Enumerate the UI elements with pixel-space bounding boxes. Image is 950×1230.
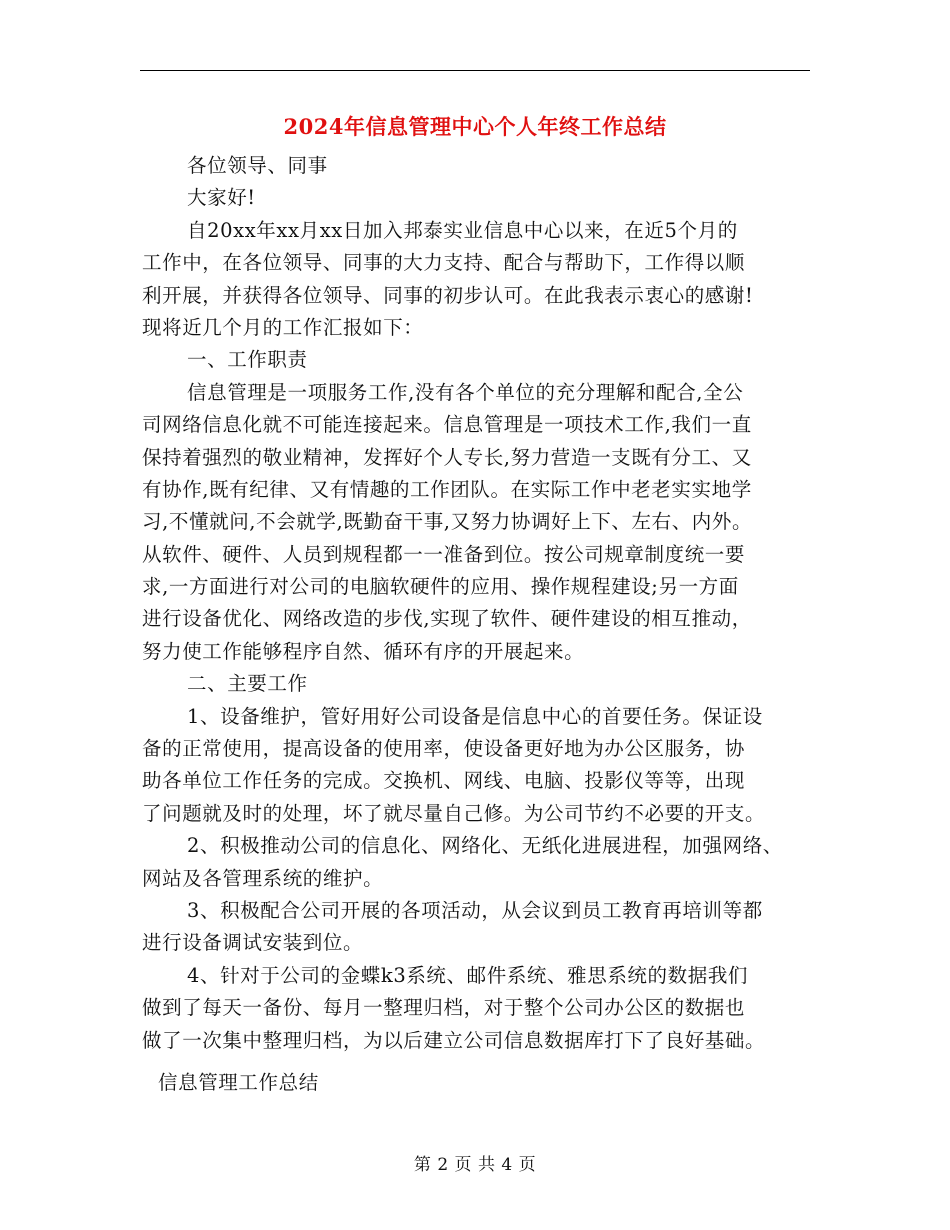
text-line: 求,一方面进行对公司的电脑软硬件的应用、操作规程建设;另一方面 bbox=[142, 575, 739, 599]
text-line: 利开展，并获得各位领导、同事的初步认可。在此我表示衷心的感谢! bbox=[142, 283, 754, 307]
text-line: 4、针对于公司的金蝶k3系统、邮件系统、雅思系统的数据我们 bbox=[187, 963, 749, 987]
text-line: 做到了每天一备份、每月一整理归档，对于整个公司办公区的数据也 bbox=[142, 996, 746, 1020]
text-line: 信息管理是一项服务工作,没有各个单位的充分理解和配合,全公 bbox=[187, 380, 744, 404]
text-line: 做了一次集中整理归档，为以后建立公司信息数据库打下了良好基础。 bbox=[142, 1028, 766, 1052]
text-line: 工作中，在各位领导、同事的大力支持、配合与帮助下，工作得以顺 bbox=[142, 251, 746, 275]
text-line: 2、积极推动公司的信息化、网络化、无纸化进展进程，加强网络、 bbox=[187, 834, 783, 858]
document-title: 2024年信息管理中心个人年终工作总结 bbox=[283, 114, 667, 139]
text-line: 进行设备优化、网络改造的步伐,实现了软件、硬件建设的相互推动， bbox=[142, 607, 752, 631]
text-line: 有协作,既有纪律、又有情趣的工作团队。在实际工作中老老实实地学 bbox=[142, 477, 752, 501]
text-line: 现将近几个月的工作汇报如下： bbox=[142, 315, 424, 339]
text-line: 进行设备调试安装到位。 bbox=[142, 931, 364, 955]
text-line: 1、设备维护，管好用好公司设备是信息中心的首要任务。保证设 bbox=[187, 704, 763, 728]
text-line: 3、积极配合公司开展的各项活动，从会议到员工教育再培训等都 bbox=[187, 898, 763, 922]
header-rule bbox=[140, 70, 810, 71]
text-line: 二、主要工作 bbox=[187, 672, 308, 696]
section-caption: 信息管理工作总结 bbox=[158, 1071, 319, 1094]
text-line: 从软件、硬件、人员到规程都一一准备到位。按公司规章制度统一要 bbox=[142, 542, 746, 566]
text-line: 了问题就及时的处理，坏了就尽量自己修。为公司节约不必要的开支。 bbox=[142, 801, 766, 825]
text-line: 习,不懂就问,不会就学,既勤奋干事,又努力协调好上下、左右、内外。 bbox=[142, 510, 753, 534]
text-line: 一、工作职责 bbox=[187, 348, 308, 372]
page-footer: 第 2 页 共 4 页 bbox=[413, 1155, 537, 1175]
document-body bbox=[142, 150, 810, 1057]
text-line: 自20xx年xx月xx日加入邦泰实业信息中心以来，在近5个月的 bbox=[187, 218, 738, 242]
text-line: 保持着强烈的敬业精神，发挥好个人专长,努力营造一支既有分工、又 bbox=[142, 445, 752, 469]
text-line: 司网络信息化就不可能连接起来。信息管理是一项技术工作,我们一直 bbox=[142, 413, 752, 437]
text-line: 努力使工作能够程序自然、循环有序的开展起来。 bbox=[142, 639, 585, 663]
text-line: 助各单位工作任务的完成。交换机、网线、电脑、投影仪等等，出现 bbox=[142, 769, 746, 793]
text-line: 大家好! bbox=[187, 186, 256, 210]
text-line: 备的正常使用，提高设备的使用率，使设备更好地为办公区服务，协 bbox=[142, 737, 746, 761]
text-line: 网站及各管理系统的维护。 bbox=[142, 866, 384, 890]
text-line: 各位领导、同事 bbox=[187, 154, 328, 177]
